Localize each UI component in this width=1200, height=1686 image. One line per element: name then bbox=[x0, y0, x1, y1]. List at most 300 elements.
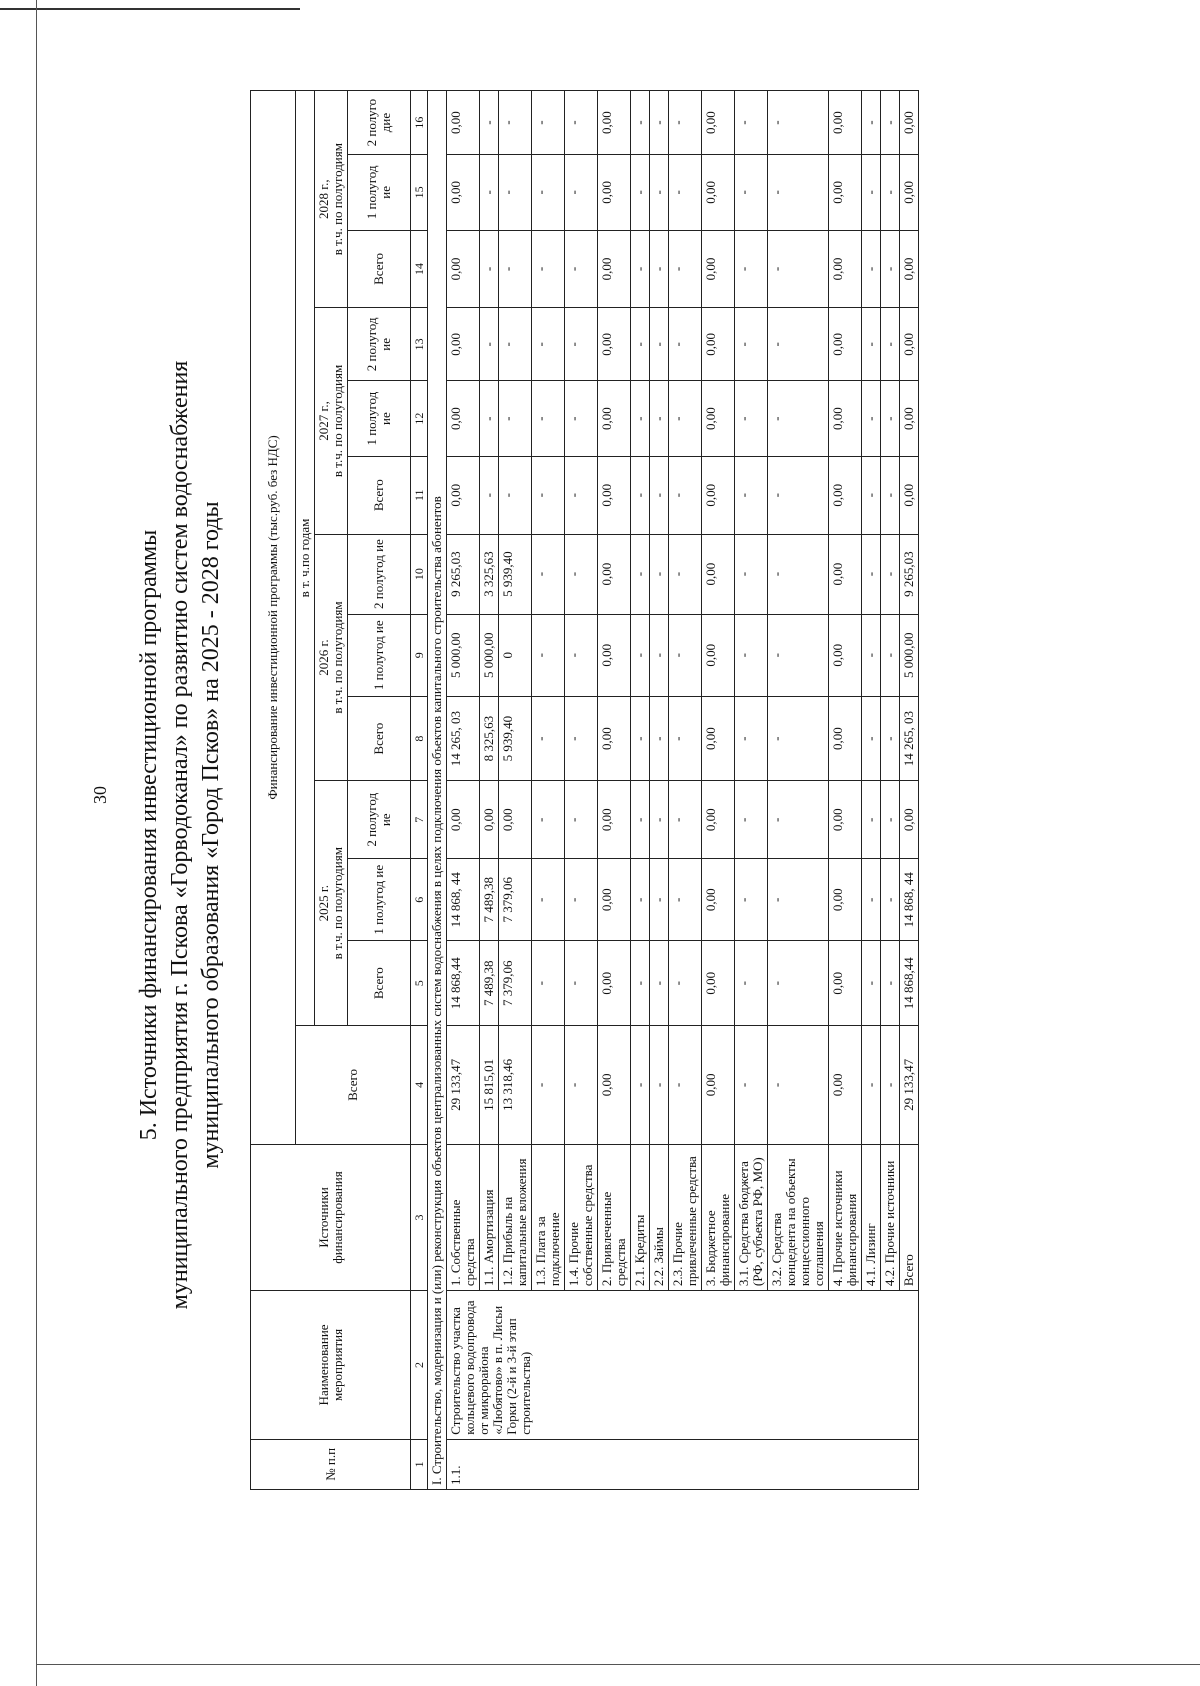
value-cell: - bbox=[532, 1025, 565, 1144]
value-cell: 0,00 bbox=[598, 859, 631, 941]
header-name: Наименование мероприятия bbox=[251, 1291, 411, 1440]
value-cell: - bbox=[480, 381, 499, 456]
value-cell: - bbox=[881, 456, 900, 534]
value-cell: 0,00 bbox=[829, 859, 862, 941]
header-subtotal: Всего bbox=[348, 941, 411, 1026]
section-title: I. Строительство, модернизация и (или) реконструкция объектов централизованных систем водоснабжения в целях подключения объектов капитального строительства абонентов bbox=[428, 91, 447, 1490]
value-cell: 0,00 bbox=[598, 456, 631, 534]
value-cell: - bbox=[768, 155, 829, 230]
value-cell: - bbox=[735, 614, 768, 696]
source-cell: 4.2. Прочие источники bbox=[881, 1144, 900, 1290]
value-cell: - bbox=[735, 859, 768, 941]
value-cell: 0,00 bbox=[900, 308, 919, 381]
value-cell: - bbox=[532, 308, 565, 381]
value-cell: - bbox=[480, 230, 499, 308]
header-year-2 bbox=[315, 308, 348, 534]
title-line-1: 5. Источники финансирования инвестиционной программы bbox=[136, 529, 162, 1141]
value-cell: - bbox=[735, 534, 768, 614]
source-cell: Всего bbox=[900, 1144, 919, 1290]
table-row bbox=[480, 91, 499, 1490]
table-row bbox=[702, 91, 735, 1490]
column-number: 12 bbox=[411, 381, 428, 456]
column-number: 13 bbox=[411, 308, 428, 381]
value-cell: 0,00 bbox=[900, 230, 919, 308]
total-row bbox=[900, 91, 919, 1490]
value-cell: - bbox=[669, 859, 702, 941]
value-cell: 0,00 bbox=[829, 91, 862, 155]
value-cell: - bbox=[532, 941, 565, 1026]
header-year-1 bbox=[315, 534, 348, 781]
title-line-2: муниципального предприятия г. Пскова «Горводоканал» по развитию систем водоснабжения bbox=[167, 360, 193, 1310]
value-cell: 0,00 bbox=[829, 614, 862, 696]
header-subtotal: Всего bbox=[348, 696, 411, 781]
value-cell: - bbox=[669, 781, 702, 859]
scan-edge-left bbox=[36, 0, 37, 1686]
value-cell: - bbox=[532, 534, 565, 614]
value-cell: - bbox=[565, 696, 598, 781]
source-cell: 4.1. Лизинг bbox=[862, 1144, 881, 1290]
value-cell: 0,00 bbox=[829, 456, 862, 534]
value-cell: - bbox=[532, 230, 565, 308]
source-cell: 3.1. Средства бюджета (РФ, субъекта РФ, МО) bbox=[735, 1144, 768, 1290]
value-cell: - bbox=[768, 534, 829, 614]
value-cell: 0,00 bbox=[447, 381, 480, 456]
value-cell: - bbox=[650, 534, 669, 614]
source-cell: 3.2. Средства концедента на объекты концессионного соглашения bbox=[768, 1144, 829, 1290]
column-number: 9 bbox=[411, 614, 428, 696]
header-half2: 2 полугод ие bbox=[348, 534, 411, 614]
source-cell: 3. Бюджетное финансирование bbox=[702, 1144, 735, 1290]
header-half1: 1 полугод ие bbox=[348, 155, 411, 230]
value-cell: - bbox=[631, 230, 650, 308]
value-cell: 14 868, 44 bbox=[900, 859, 919, 941]
year-label: 2026 г. bbox=[316, 639, 331, 676]
source-cell: 2.2. Займы bbox=[650, 1144, 669, 1290]
value-cell: - bbox=[565, 91, 598, 155]
value-cell: - bbox=[650, 1025, 669, 1144]
header-half2: 2 полугод ие bbox=[348, 781, 411, 859]
column-number: 7 bbox=[411, 781, 428, 859]
column-number: 3 bbox=[411, 1144, 428, 1290]
table-row bbox=[598, 91, 631, 1490]
value-cell: - bbox=[862, 91, 881, 155]
value-cell: - bbox=[499, 456, 532, 534]
value-cell: 5 000,00 bbox=[447, 614, 480, 696]
value-cell: - bbox=[565, 534, 598, 614]
value-cell: - bbox=[862, 308, 881, 381]
value-cell: - bbox=[480, 456, 499, 534]
value-cell: - bbox=[768, 1025, 829, 1144]
value-cell: - bbox=[650, 696, 669, 781]
value-cell: 0,00 bbox=[829, 696, 862, 781]
value-cell: - bbox=[768, 941, 829, 1026]
column-number: 1 bbox=[411, 1439, 428, 1489]
source-cell: 1.2. Прибыль на капитальные вложения bbox=[499, 1144, 532, 1290]
value-cell: - bbox=[669, 456, 702, 534]
value-cell: - bbox=[650, 781, 669, 859]
value-cell: - bbox=[881, 859, 900, 941]
header-subtotal: Всего bbox=[348, 456, 411, 534]
value-cell: 0,00 bbox=[598, 308, 631, 381]
header-half2: 2 полугод ие bbox=[348, 308, 411, 381]
value-cell: 0,00 bbox=[702, 941, 735, 1026]
value-cell: - bbox=[881, 534, 900, 614]
column-number: 11 bbox=[411, 456, 428, 534]
year-sub: в т.ч. по полугодиям bbox=[330, 847, 345, 960]
table-row bbox=[881, 91, 900, 1490]
value-cell: - bbox=[650, 91, 669, 155]
value-cell: 0,00 bbox=[447, 308, 480, 381]
value-cell: - bbox=[499, 155, 532, 230]
value-cell: 0,00 bbox=[702, 859, 735, 941]
value-cell: - bbox=[768, 91, 829, 155]
table-row bbox=[768, 91, 829, 1490]
value-cell: 13 318,46 bbox=[499, 1025, 532, 1144]
table-row bbox=[735, 91, 768, 1490]
value-cell: 0,00 bbox=[702, 781, 735, 859]
value-cell: - bbox=[532, 155, 565, 230]
column-number: 2 bbox=[411, 1291, 428, 1440]
value-cell: 14 868, 44 bbox=[447, 859, 480, 941]
value-cell: - bbox=[532, 614, 565, 696]
value-cell: - bbox=[735, 230, 768, 308]
value-cell: - bbox=[881, 941, 900, 1026]
value-cell: - bbox=[862, 1025, 881, 1144]
value-cell: 7 489,38 bbox=[480, 859, 499, 941]
value-cell: 14 868,44 bbox=[447, 941, 480, 1026]
value-cell: - bbox=[768, 781, 829, 859]
value-cell: - bbox=[565, 308, 598, 381]
value-cell: 0,00 bbox=[702, 696, 735, 781]
value-cell: 0,00 bbox=[598, 1025, 631, 1144]
header-no: № п.п bbox=[251, 1439, 411, 1489]
value-cell: 0,00 bbox=[447, 230, 480, 308]
value-cell: - bbox=[631, 696, 650, 781]
value-cell: - bbox=[862, 859, 881, 941]
source-cell: 2. Привлеченные средства bbox=[598, 1144, 631, 1290]
column-number: 8 bbox=[411, 696, 428, 781]
value-cell: - bbox=[631, 308, 650, 381]
value-cell: - bbox=[735, 781, 768, 859]
value-cell: - bbox=[565, 781, 598, 859]
value-cell: 0,00 bbox=[900, 91, 919, 155]
header-by-years: в т. ч.по годам bbox=[296, 91, 315, 1026]
table-row bbox=[532, 91, 565, 1490]
value-cell: - bbox=[862, 155, 881, 230]
value-cell: 3 325,63 bbox=[480, 534, 499, 614]
value-cell: 0,00 bbox=[702, 91, 735, 155]
value-cell: - bbox=[669, 1025, 702, 1144]
rotated-page bbox=[90, 80, 1110, 1590]
year-sub: в т.ч. по полугодиям bbox=[330, 364, 345, 478]
value-cell: 0,00 bbox=[598, 230, 631, 308]
value-cell: 0,00 bbox=[702, 155, 735, 230]
value-cell: - bbox=[735, 696, 768, 781]
value-cell: - bbox=[735, 381, 768, 456]
value-cell: 15 815,01 bbox=[480, 1025, 499, 1144]
value-cell: - bbox=[650, 941, 669, 1026]
value-cell: 0,00 bbox=[598, 614, 631, 696]
value-cell: 0,00 bbox=[598, 91, 631, 155]
page-number: 30 bbox=[90, 786, 110, 804]
value-cell: - bbox=[565, 1025, 598, 1144]
value-cell: - bbox=[881, 230, 900, 308]
item-name: Строительство участка кольцевого водопровода от микрорайона «Любятово» в п. Лисьи Горки (2-й и 3-й этап строительства) bbox=[447, 1291, 919, 1440]
value-cell: - bbox=[881, 696, 900, 781]
value-cell: 0,00 bbox=[829, 155, 862, 230]
value-cell: 0,00 bbox=[702, 1025, 735, 1144]
value-cell: - bbox=[532, 91, 565, 155]
value-cell: 29 133,47 bbox=[900, 1025, 919, 1144]
value-cell: - bbox=[631, 781, 650, 859]
value-cell: - bbox=[669, 230, 702, 308]
value-cell: - bbox=[862, 941, 881, 1026]
table-row bbox=[669, 91, 702, 1490]
column-number: 4 bbox=[411, 1025, 428, 1144]
value-cell: 7 379,06 bbox=[499, 859, 532, 941]
header-source: Источники финансирования bbox=[251, 1144, 411, 1290]
value-cell: - bbox=[532, 456, 565, 534]
value-cell: 0,00 bbox=[702, 381, 735, 456]
year-label: 2028 г., bbox=[316, 179, 331, 219]
value-cell: 0,00 bbox=[598, 381, 631, 456]
value-cell: - bbox=[532, 381, 565, 456]
value-cell: 0,00 bbox=[447, 781, 480, 859]
value-cell: - bbox=[881, 155, 900, 230]
value-cell: 0,00 bbox=[447, 155, 480, 230]
value-cell: 0,00 bbox=[702, 614, 735, 696]
value-cell: - bbox=[862, 456, 881, 534]
value-cell: - bbox=[881, 614, 900, 696]
value-cell: - bbox=[735, 91, 768, 155]
value-cell: 0,00 bbox=[598, 155, 631, 230]
value-cell: - bbox=[499, 230, 532, 308]
value-cell: - bbox=[862, 781, 881, 859]
table-row bbox=[650, 91, 669, 1490]
value-cell: 0,00 bbox=[829, 941, 862, 1026]
financing-table-wrap bbox=[250, 90, 919, 1490]
value-cell: - bbox=[881, 381, 900, 456]
value-cell: 0,00 bbox=[702, 534, 735, 614]
value-cell: 0,00 bbox=[447, 456, 480, 534]
value-cell: - bbox=[499, 91, 532, 155]
value-cell: - bbox=[650, 614, 669, 696]
value-cell: - bbox=[650, 155, 669, 230]
scan-edge-top bbox=[0, 0, 300, 10]
value-cell: 0,00 bbox=[829, 781, 862, 859]
value-cell: 5 939,40 bbox=[499, 534, 532, 614]
value-cell: - bbox=[631, 614, 650, 696]
source-cell: 1.4. Прочие собственные средства bbox=[565, 1144, 598, 1290]
source-cell: 2.3. Прочие привлеченные средства bbox=[669, 1144, 702, 1290]
value-cell: 14 868,44 bbox=[900, 941, 919, 1026]
value-cell: - bbox=[650, 859, 669, 941]
table-row bbox=[565, 91, 598, 1490]
value-cell: - bbox=[768, 859, 829, 941]
value-cell: 0,00 bbox=[702, 456, 735, 534]
value-cell: - bbox=[768, 381, 829, 456]
value-cell: - bbox=[735, 941, 768, 1026]
value-cell: - bbox=[669, 534, 702, 614]
column-number: 6 bbox=[411, 859, 428, 941]
value-cell: 14 265, 03 bbox=[447, 696, 480, 781]
value-cell: - bbox=[881, 91, 900, 155]
value-cell: - bbox=[532, 696, 565, 781]
header-year-3 bbox=[315, 91, 348, 308]
value-cell: - bbox=[532, 859, 565, 941]
value-cell: - bbox=[480, 91, 499, 155]
value-cell: - bbox=[669, 155, 702, 230]
value-cell: - bbox=[735, 308, 768, 381]
value-cell: - bbox=[532, 781, 565, 859]
header-half2: 2 полуго дие bbox=[348, 91, 411, 155]
value-cell: 7 379,06 bbox=[499, 941, 532, 1026]
value-cell: - bbox=[881, 781, 900, 859]
value-cell: 0,00 bbox=[447, 91, 480, 155]
value-cell: - bbox=[631, 155, 650, 230]
value-cell: - bbox=[499, 308, 532, 381]
header-financing: Финансирование инвестиционной программы (тыс.руб. без НДС) bbox=[251, 91, 296, 1145]
value-cell: - bbox=[631, 941, 650, 1026]
value-cell: - bbox=[862, 230, 881, 308]
value-cell: 0,00 bbox=[829, 381, 862, 456]
value-cell: - bbox=[565, 941, 598, 1026]
header-half1: 1 полугод ие bbox=[348, 859, 411, 941]
value-cell: - bbox=[650, 456, 669, 534]
value-cell: 29 133,47 bbox=[447, 1025, 480, 1144]
value-cell: 0,00 bbox=[598, 696, 631, 781]
table-row bbox=[631, 91, 650, 1490]
value-cell: - bbox=[565, 230, 598, 308]
value-cell: - bbox=[499, 381, 532, 456]
source-cell: 1.3. Плата за подключение bbox=[532, 1144, 565, 1290]
value-cell: 0,00 bbox=[598, 941, 631, 1026]
source-cell: 1.1. Амортизация bbox=[480, 1144, 499, 1290]
source-cell: 4. Прочие источники финансирования bbox=[829, 1144, 862, 1290]
value-cell: 5 939,40 bbox=[499, 696, 532, 781]
value-cell: 0,00 bbox=[598, 534, 631, 614]
value-cell: 7 489,38 bbox=[480, 941, 499, 1026]
column-number: 16 bbox=[411, 91, 428, 155]
value-cell: - bbox=[862, 381, 881, 456]
value-cell: - bbox=[631, 456, 650, 534]
value-cell: 0,00 bbox=[598, 781, 631, 859]
source-cell: 1. Собственные средства bbox=[447, 1144, 480, 1290]
value-cell: 14 265, 03 bbox=[900, 696, 919, 781]
header-half1: 1 полугод ие bbox=[348, 381, 411, 456]
table-row bbox=[862, 91, 881, 1490]
value-cell: 0,00 bbox=[702, 230, 735, 308]
value-cell: - bbox=[565, 381, 598, 456]
value-cell: - bbox=[631, 534, 650, 614]
value-cell: - bbox=[768, 696, 829, 781]
value-cell: 0,00 bbox=[829, 308, 862, 381]
value-cell: - bbox=[768, 230, 829, 308]
value-cell: - bbox=[650, 308, 669, 381]
value-cell: - bbox=[735, 155, 768, 230]
column-number: 14 bbox=[411, 230, 428, 308]
scan-edge-bottom bbox=[36, 1664, 1200, 1665]
value-cell: - bbox=[480, 155, 499, 230]
value-cell: - bbox=[735, 456, 768, 534]
column-number: 5 bbox=[411, 941, 428, 1026]
value-cell: - bbox=[735, 1025, 768, 1144]
value-cell: 0,00 bbox=[829, 1025, 862, 1144]
value-cell: - bbox=[881, 1025, 900, 1144]
value-cell: 9 265,03 bbox=[447, 534, 480, 614]
value-cell: - bbox=[631, 91, 650, 155]
value-cell: - bbox=[650, 230, 669, 308]
year-label: 2025 г. bbox=[316, 885, 331, 922]
value-cell: - bbox=[862, 696, 881, 781]
value-cell: 5 000,00 bbox=[480, 614, 499, 696]
value-cell: - bbox=[650, 381, 669, 456]
document-title bbox=[134, 80, 227, 1590]
value-cell: - bbox=[565, 614, 598, 696]
value-cell: - bbox=[565, 456, 598, 534]
header-subtotal: Всего bbox=[348, 230, 411, 308]
value-cell: - bbox=[565, 155, 598, 230]
title-line-3: муниципального образования «Город Псков» на 2025 - 2028 годы bbox=[198, 501, 224, 1169]
column-number: 15 bbox=[411, 155, 428, 230]
value-cell: - bbox=[631, 381, 650, 456]
value-cell: - bbox=[480, 308, 499, 381]
value-cell: - bbox=[862, 614, 881, 696]
value-cell: 8 325,63 bbox=[480, 696, 499, 781]
year-sub: в т.ч. по полугодиям bbox=[330, 601, 345, 714]
item-no: 1.1. bbox=[447, 1439, 919, 1489]
value-cell: 9 265,03 bbox=[900, 534, 919, 614]
value-cell: 0,00 bbox=[900, 381, 919, 456]
value-cell: - bbox=[862, 534, 881, 614]
value-cell: 0,00 bbox=[900, 781, 919, 859]
value-cell: - bbox=[768, 614, 829, 696]
year-label: 2027 г., bbox=[316, 401, 331, 441]
value-cell: 0,00 bbox=[702, 308, 735, 381]
year-sub: в т.ч. по полугодиям bbox=[330, 143, 345, 256]
value-cell: - bbox=[768, 456, 829, 534]
value-cell: - bbox=[669, 941, 702, 1026]
header-total: Всего bbox=[296, 1025, 411, 1144]
source-cell: 2.1. Кредиты bbox=[631, 1144, 650, 1290]
value-cell: - bbox=[768, 308, 829, 381]
value-cell: 0,00 bbox=[829, 230, 862, 308]
value-cell: 0,00 bbox=[900, 456, 919, 534]
table-row bbox=[447, 91, 480, 1490]
value-cell: - bbox=[669, 696, 702, 781]
value-cell: - bbox=[669, 91, 702, 155]
value-cell: 5 000,00 bbox=[900, 614, 919, 696]
header-half1: 1 полугод ие bbox=[348, 614, 411, 696]
value-cell: - bbox=[631, 859, 650, 941]
value-cell: 0,00 bbox=[900, 155, 919, 230]
value-cell: - bbox=[669, 614, 702, 696]
table-row bbox=[829, 91, 862, 1490]
value-cell: 0,00 bbox=[480, 781, 499, 859]
value-cell: - bbox=[881, 308, 900, 381]
value-cell: 0,00 bbox=[829, 534, 862, 614]
value-cell: 0 bbox=[499, 614, 532, 696]
value-cell: - bbox=[669, 381, 702, 456]
value-cell: - bbox=[565, 859, 598, 941]
value-cell: - bbox=[631, 1025, 650, 1144]
table-row bbox=[499, 91, 532, 1490]
value-cell: 0,00 bbox=[499, 781, 532, 859]
value-cell: - bbox=[669, 308, 702, 381]
column-number: 10 bbox=[411, 534, 428, 614]
header-year-0 bbox=[315, 781, 348, 1026]
financing-table bbox=[250, 90, 919, 1490]
